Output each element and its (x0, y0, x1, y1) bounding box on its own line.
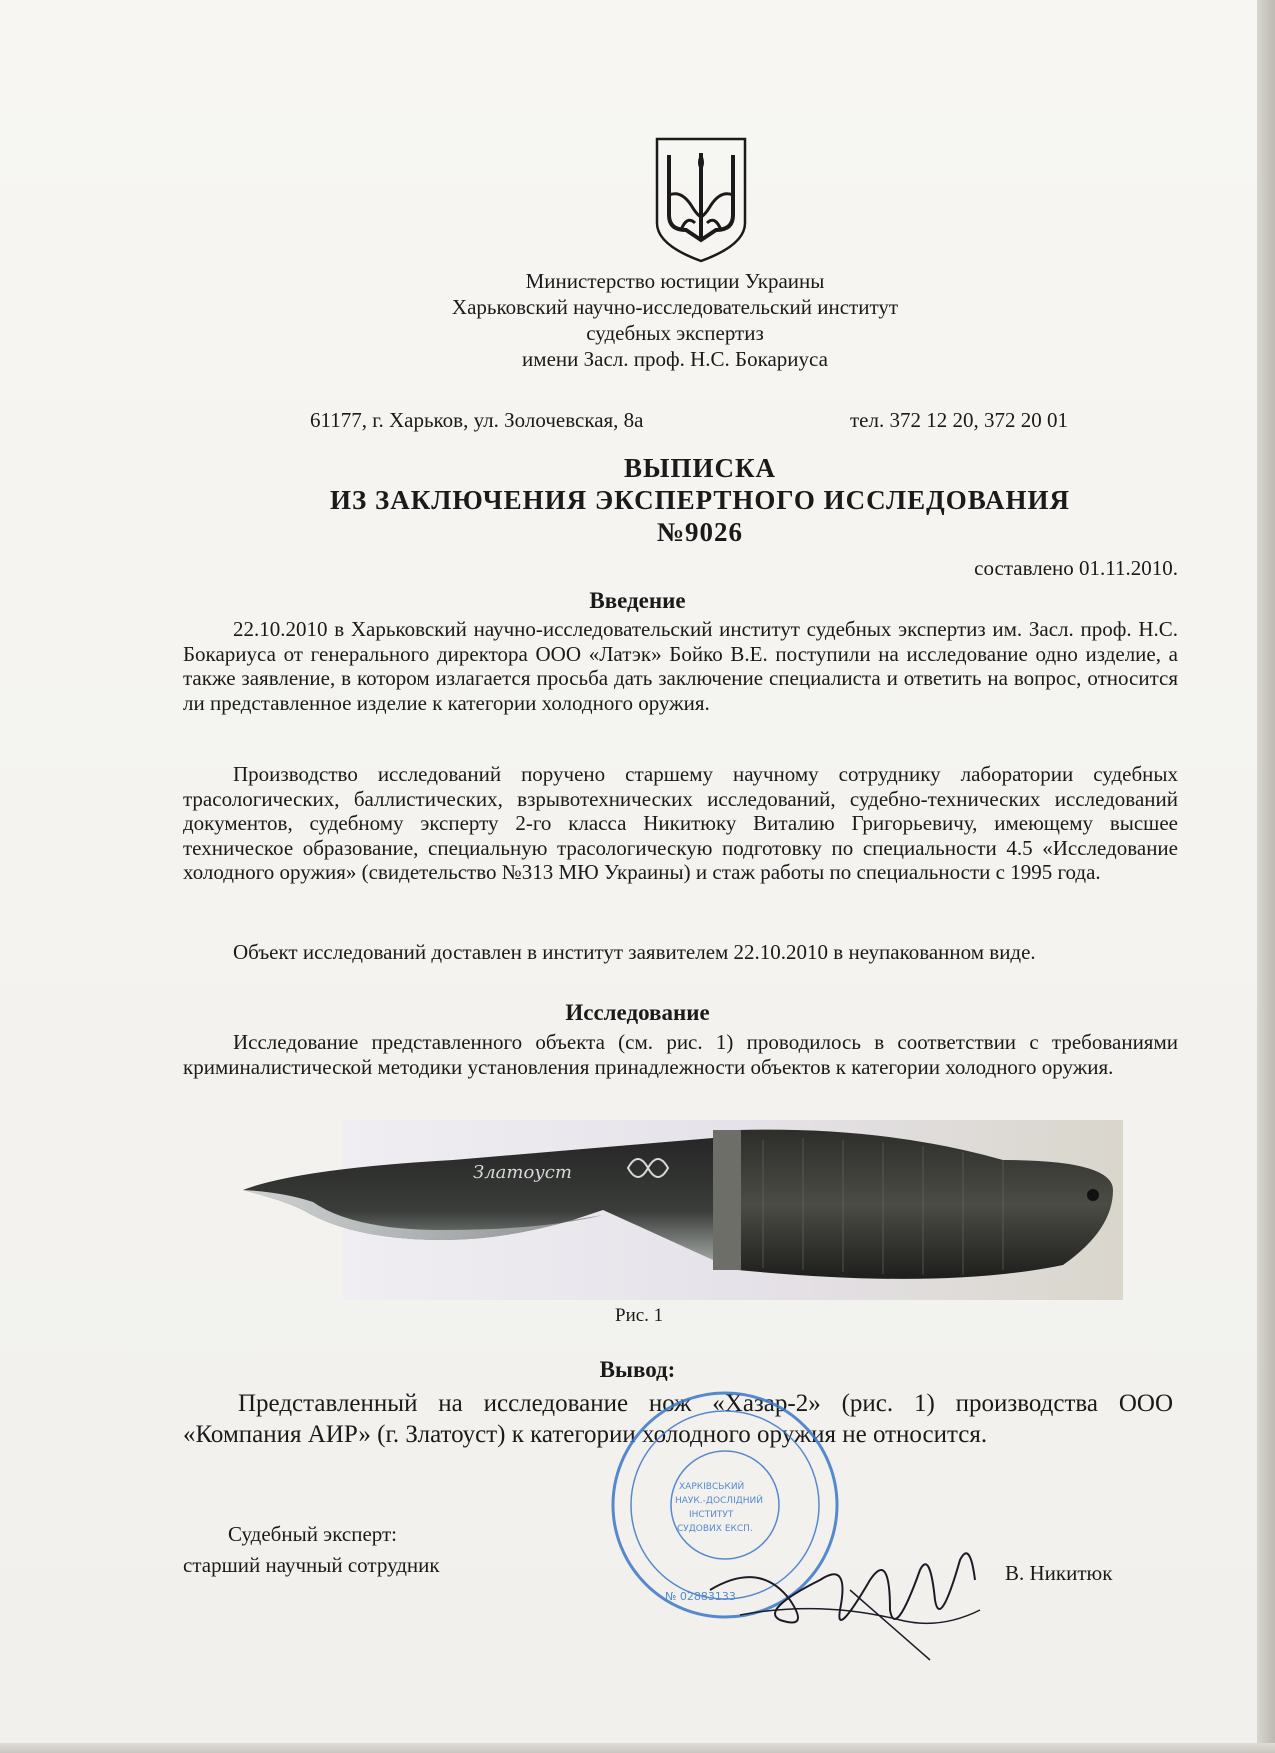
blade-engraving: Златоуст (473, 1162, 572, 1183)
knife-photo (243, 1120, 1123, 1300)
institution-header (360, 268, 990, 372)
header-institute-2: судебных экспертиз (586, 321, 764, 345)
svg-text:ХАРКІВСЬКИЙ: ХАРКІВСЬКИЙ (679, 1482, 745, 1492)
document-date: составлено 01.11.2010. (974, 556, 1178, 580)
intro-paragraph-1: 22.10.2010 в Харьковский научно-исследовательский институт судебных экспертиз им. Засл. проф. Н.С. Бокариуса от генерального директора ООО «Латэк» Бойко В.Е. поступили на исследование одно изделие, а также заявление, в котором излагается просьба дать заключение специалиста и ответить на вопрос, относится ли представленное изделие к категории холодного оружия. (183, 617, 1178, 715)
header-institute-3: имени Засл. проф. Н.С. Бокариуса (522, 347, 828, 371)
signatory-role-line-1: Судебный эксперт: (228, 1522, 397, 1546)
svg-text:НАУК.-ДОСЛІДНИЙ: НАУК.-ДОСЛІДНИЙ (675, 1496, 763, 1506)
conclusion-paragraph: Представленный на исследование нож «Хазар-2» (рис. 1) производства ООО «Компания АИР» (г. Златоуст) к категории холодного оружия не относится. (183, 1390, 1173, 1448)
page-edge-right (1257, 0, 1275, 1753)
title-line-1: ВЫПИСКА (623, 453, 777, 483)
signatory-name: В. Никитюк (1005, 1561, 1113, 1585)
header-ministry: Министерство юстиции Украины (525, 269, 825, 293)
svg-text:СУДОВИХ ЕКСП.: СУДОВИХ ЕКСП. (677, 1524, 753, 1534)
title-number: №9026 (656, 517, 744, 547)
signatory-role-line-2: старший научный сотрудник (183, 1553, 440, 1577)
research-paragraph-1: Исследование представленного объекта (см. рис. 1) проводилось в соответствии с требованиями криминалистической методики установления принадлежности объектов к категории холодного оружия. (183, 1030, 1178, 1079)
section-heading-conclusion: Вывод: (599, 1357, 676, 1382)
svg-text:ІНСТИТУТ: ІНСТИТУТ (689, 1510, 734, 1520)
handwritten-signature (700, 1520, 1000, 1670)
stamp-code: № 02883133 (665, 1590, 736, 1603)
institution-phone: тел. 372 12 20, 372 20 01 (850, 408, 1068, 432)
institution-address: 61177, г. Харьков, ул. Золочевская, 8а (310, 408, 644, 432)
intro-paragraph-2: Производство исследований поручено старшему научному сотруднику лаборатории судебных трасологических, баллистических, взрывотехнических исследований, судебно-технических исследований документов, судебному эксперту 2-го класса Никитюку Виталию Григорьевичу, имеющему высшее техническое образование, специальную трасологическую подготовку по специальности 4.5 «Исследование холодного оружия» (свидетельство №313 МЮ Украины) и стаж работы по специальности с 1995 года. (183, 762, 1178, 884)
section-heading-research: Исследование (565, 1000, 710, 1025)
intro-paragraph-3: Объект исследований доставлен в институт заявителем 22.10.2010 в неупакованном виде. (233, 940, 1036, 964)
trident-emblem-icon (651, 135, 751, 265)
document-title (200, 452, 1200, 548)
header-institute: Харьковский научно-исследовательский институт (451, 295, 899, 319)
title-line-2: ИЗ ЗАКЛЮЧЕНИЯ ЭКСПЕРТНОГО ИССЛЕДОВАНИЯ (329, 485, 1071, 515)
figure-caption: Рис. 1 (615, 1305, 664, 1326)
section-heading-intro: Введение (589, 588, 686, 613)
page-edge-bottom (0, 1743, 1275, 1753)
